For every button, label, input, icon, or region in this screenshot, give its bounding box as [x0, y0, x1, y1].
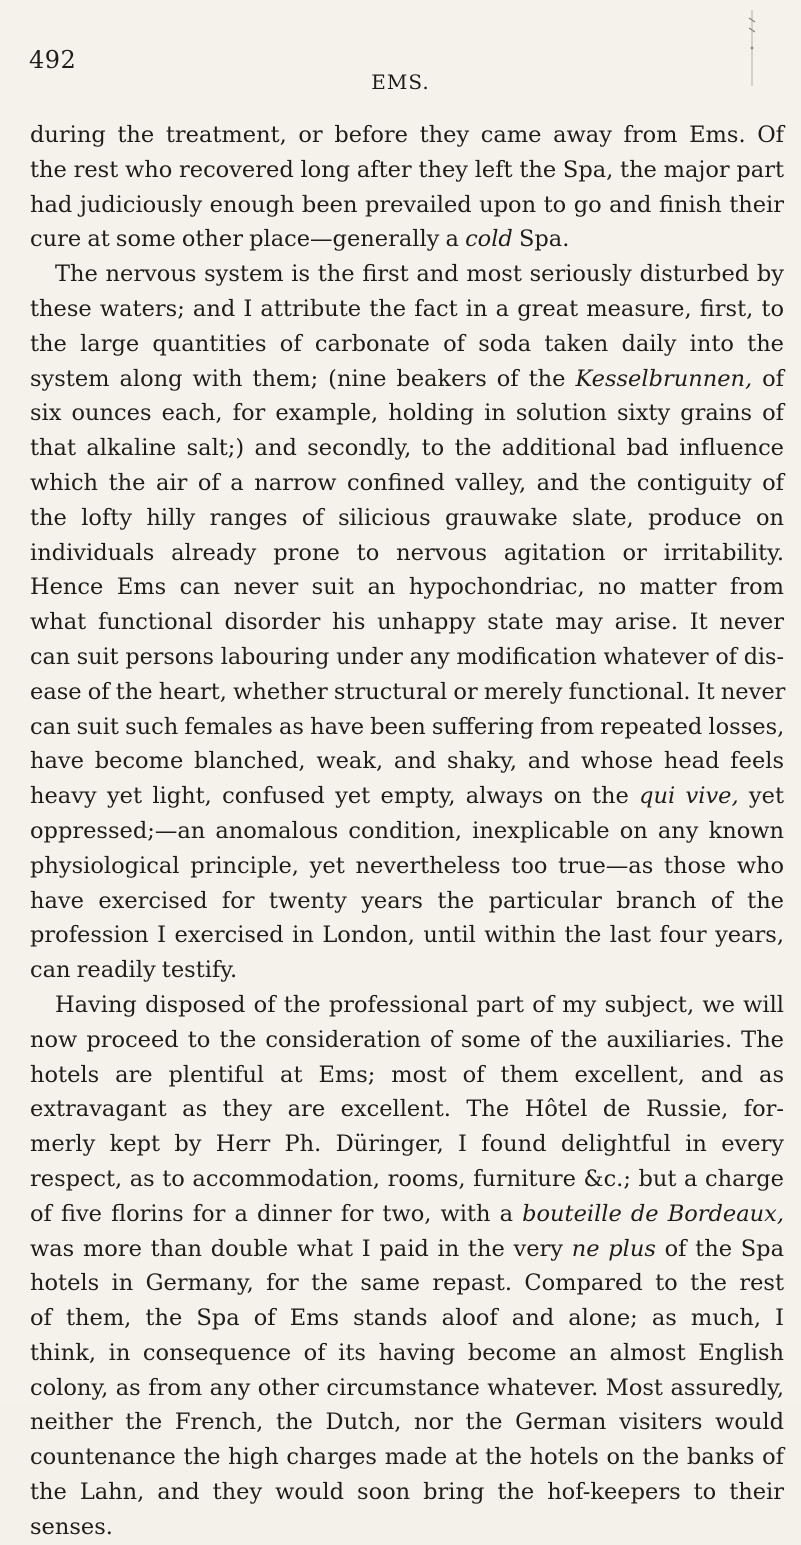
text-line: [30, 1475, 784, 1510]
line-text: Hence Ems can never suit an hypochondriac, no matter from: [30, 574, 784, 601]
text-line: [30, 988, 784, 1023]
text-line: [30, 1127, 784, 1162]
text-line: [30, 849, 784, 884]
line-text: physiological principle, yet nevertheless too true—as those who: [30, 852, 784, 879]
line-text: that alkaline salt;) and secondly, to the additional bad influence: [30, 435, 784, 462]
line-text: during the treatment, or before they came away from Ems. Of: [30, 122, 784, 148]
text-line: [30, 710, 784, 745]
page-number: 492: [29, 46, 77, 74]
text-line: [30, 396, 784, 431]
line-text: can suit such females as have been suffering from repeated losses,: [30, 713, 785, 740]
line-text: the Lahn, and they would soon bring the hof-keepers to their: [30, 1479, 784, 1506]
line-text: The nervous system is the first and most seriously disturbed by: [55, 261, 784, 288]
text-line: [30, 1405, 784, 1440]
line-text: hotels are plentiful at Ems; most of them excellent, and as: [30, 1061, 784, 1088]
line-text: now proceed to the consideration of some of the auxiliaries. The: [30, 1026, 784, 1053]
line-text: can suit persons labouring under any modification whatever of dis-: [30, 643, 784, 670]
line-text: can readily testify.: [30, 957, 238, 984]
text-line: [30, 675, 784, 710]
text-line: [30, 605, 784, 640]
line-text: what functional disorder his unhappy state may arise. It never: [30, 609, 784, 636]
line-text: was more than double what I paid in the very: [30, 1235, 572, 1262]
text-line: [30, 431, 784, 466]
text-line: [30, 918, 784, 953]
text-line: [30, 1023, 784, 1058]
margin-mark-icon: [745, 8, 759, 88]
text-line: [30, 953, 784, 988]
text-line: [30, 362, 784, 397]
line-text: the rest who recovered long after they left the Spa, the major part: [30, 156, 784, 183]
line-text: individuals already prone to nervous agitation or irritability.: [30, 539, 784, 566]
italic-text: Kesselbrunnen,: [575, 365, 753, 392]
line-text: system along with them; (nine beakers of the: [30, 365, 576, 392]
text-line: [30, 1440, 784, 1475]
line-text: oppressed;—an anomalous condition, inexplicable on any known: [30, 817, 784, 844]
line-text: countenance the high charges made at the hotels on the banks of: [30, 1444, 784, 1471]
text-line: [30, 1266, 784, 1301]
line-text: colony, as from any other circumstance whatever. Most assuredly,: [30, 1374, 784, 1401]
line-text: of five florins for a dinner for two, with a: [30, 1200, 523, 1227]
text-line: [30, 118, 784, 153]
italic-text: bouteille de Bordeaux,: [522, 1200, 784, 1227]
text-line: [30, 222, 784, 257]
text-line: [30, 1371, 784, 1406]
text-line: [30, 884, 784, 919]
line-text: have exercised for twenty years the particular branch of the: [30, 887, 784, 914]
running-title: EMS.: [371, 70, 430, 94]
line-text: respect, as to accommodation, rooms, furniture &c.; but a charge: [30, 1165, 784, 1192]
text-line: [30, 466, 784, 501]
line-text: ease of the heart, whether structural or merely functional. It never: [30, 678, 786, 705]
line-text: have become blanched, weak, and shaky, and whose head feels: [30, 748, 784, 775]
text-line: [30, 501, 784, 536]
line-text: merly kept by Herr Ph. Düringer, I found delightful in every: [30, 1131, 784, 1158]
line-text: senses.: [30, 1513, 113, 1540]
line-text: hotels in Germany, for the same repast. Compared to the rest: [30, 1270, 784, 1297]
line-text: extravagant as they are excellent. The Hôtel de Russie, for-: [30, 1096, 784, 1123]
line-text-after: of: [752, 365, 784, 392]
line-text-after: of the Spa: [655, 1235, 784, 1262]
text-line: [30, 814, 784, 849]
italic-text: ne plus: [571, 1235, 656, 1262]
text-line: [30, 1162, 784, 1197]
line-text: the large quantities of carbonate of soda taken daily into the: [30, 330, 784, 357]
text-line: [30, 292, 784, 327]
text-line: [30, 188, 784, 223]
line-text: these waters; and I attribute the fact in a great measure, first, to: [30, 295, 784, 322]
body-text: [30, 118, 784, 1545]
text-line: [30, 1301, 784, 1336]
text-line: [30, 779, 784, 814]
text-line: [30, 1058, 784, 1093]
line-text: think, in consequence of its having become an almost English: [30, 1339, 784, 1366]
text-line: [30, 1510, 784, 1545]
line-text: neither the French, the Dutch, nor the German visiters would: [30, 1409, 784, 1436]
line-text-after: Spa.: [512, 226, 570, 253]
line-text: six ounces each, for example, holding in solution sixty grains of: [30, 400, 784, 427]
line-text: had judiciously enough been prevailed upon to go and finish their: [30, 191, 784, 218]
line-text-after: yet: [738, 783, 784, 810]
line-text: which the air of a narrow confined valley, and the contiguity of: [30, 469, 784, 496]
italic-text: cold: [465, 226, 513, 253]
line-text: Having disposed of the professional part of my subject, we will: [55, 991, 784, 1018]
text-line: [30, 1336, 784, 1371]
line-text: heavy yet light, confused yet empty, always on the: [30, 783, 640, 810]
text-line: [30, 327, 784, 362]
text-line: [30, 1197, 784, 1232]
line-text: profession I exercised in London, until within the last four years,: [30, 922, 784, 949]
text-line: [30, 1232, 784, 1267]
text-line: [30, 536, 784, 571]
text-line: [30, 744, 784, 779]
line-text: the lofty hilly ranges of silicious grauwake slate, produce on: [30, 504, 784, 531]
text-line: [30, 1092, 784, 1127]
text-line: [30, 640, 784, 675]
line-text: of them, the Spa of Ems stands aloof and alone; as much, I: [30, 1305, 784, 1332]
italic-text: qui vive,: [639, 783, 739, 810]
text-line: [30, 257, 784, 292]
text-line: [30, 570, 784, 605]
line-text: cure at some other place—generally a: [30, 226, 466, 253]
text-line: [30, 153, 784, 188]
